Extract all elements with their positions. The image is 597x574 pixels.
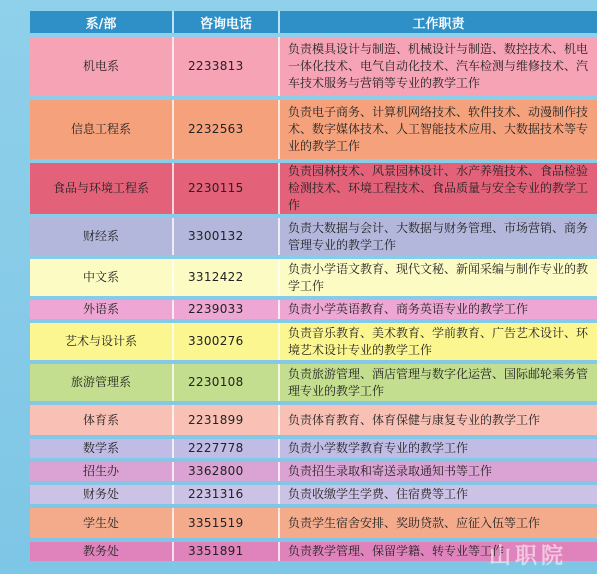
dept-cell: 体育系 xyxy=(30,405,174,435)
table-row xyxy=(30,405,597,435)
table-row xyxy=(30,508,597,538)
table-row xyxy=(30,364,597,401)
phone-cell: 2230108 xyxy=(174,364,280,401)
dept-cell: 招生办 xyxy=(30,462,174,481)
dept-cell: 教务处 xyxy=(30,542,174,561)
table-row xyxy=(30,163,597,214)
duty-cell: 负责小学语文教育、现代文秘、新闻采编与制作专业的教学工作 xyxy=(280,259,597,296)
dept-cell: 财务处 xyxy=(30,485,174,504)
phone-cell: 2231899 xyxy=(174,405,280,435)
duty-cell: 负责音乐教育、美术教育、学前教育、广告艺术设计、环境艺术设计专业的教学工作 xyxy=(280,323,597,360)
dept-cell: 数学系 xyxy=(30,439,174,458)
header-phone: 咨询电话 xyxy=(174,11,280,33)
department-contact-table xyxy=(30,7,597,565)
phone-cell: 3300132 xyxy=(174,218,280,255)
phone-cell: 2239033 xyxy=(174,300,280,319)
table-row xyxy=(30,100,597,159)
table-body xyxy=(30,37,597,561)
phone-cell: 3351891 xyxy=(174,542,280,561)
duty-cell: 负责大数据与会计、大数据与财务管理、市场营销、商务管理专业的教学工作 xyxy=(280,218,597,255)
dept-cell: 财经系 xyxy=(30,218,174,255)
header-dept: 系/部 xyxy=(30,11,174,33)
duty-cell: 负责电子商务、计算机网络技术、软件技术、动漫制作技术、数字媒体技术、人工智能技术应用、大数据技术等专业的教学工作 xyxy=(280,100,597,159)
dept-cell: 机电系 xyxy=(30,37,174,96)
phone-cell: 3312422 xyxy=(174,259,280,296)
duty-cell: 负责小学数学教育专业的教学工作 xyxy=(280,439,597,458)
duty-cell: 负责体育教育、体育保健与康复专业的教学工作 xyxy=(280,405,597,435)
phone-cell: 3300276 xyxy=(174,323,280,360)
phone-cell: 3362800 xyxy=(174,462,280,481)
duty-cell: 负责旅游管理、酒店管理与数字化运营、国际邮轮乘务管理专业的教学工作 xyxy=(280,364,597,401)
duty-cell: 负责招生录取和寄送录取通知书等工作 xyxy=(280,462,597,481)
table-row xyxy=(30,323,597,360)
duty-cell: 负责学生宿舍安排、奖助贷款、应征入伍等工作 xyxy=(280,508,597,538)
phone-cell: 2231316 xyxy=(174,485,280,504)
duty-cell: 负责小学英语教育、商务英语专业的教学工作 xyxy=(280,300,597,319)
phone-cell: 2230115 xyxy=(174,163,280,214)
dept-cell: 中文系 xyxy=(30,259,174,296)
header-duty: 工作职责 xyxy=(280,11,597,33)
dept-cell: 信息工程系 xyxy=(30,100,174,159)
phone-cell: 2227778 xyxy=(174,439,280,458)
phone-cell: 2232563 xyxy=(174,100,280,159)
duty-cell: 负责教学管理、保留学籍、转专业等工作 xyxy=(280,542,597,561)
table-row xyxy=(30,300,597,319)
table-row xyxy=(30,259,597,296)
table-row xyxy=(30,37,597,96)
table-row xyxy=(30,462,597,481)
table-row xyxy=(30,218,597,255)
phone-cell: 3351519 xyxy=(174,508,280,538)
dept-cell: 艺术与设计系 xyxy=(30,323,174,360)
duty-cell: 负责收缴学生学费、住宿费等工作 xyxy=(280,485,597,504)
dept-cell: 外语系 xyxy=(30,300,174,319)
watermark-logo: 山职院 xyxy=(488,543,567,569)
duty-cell: 负责园林技术、风景园林设计、水产养殖技术、食品检验检测技术、环境工程技术、食品质量与安全专业的教学工作 xyxy=(280,163,597,214)
phone-cell: 2233813 xyxy=(174,37,280,96)
table-header-row xyxy=(30,11,597,33)
dept-cell: 食品与环境工程系 xyxy=(30,163,174,214)
dept-cell: 旅游管理系 xyxy=(30,364,174,401)
dept-cell: 学生处 xyxy=(30,508,174,538)
table-row xyxy=(30,439,597,458)
table-row xyxy=(30,485,597,504)
duty-cell: 负责模具设计与制造、机械设计与制造、数控技术、机电一体化技术、电气自动化技术、汽车检测与维修技术、汽车技术服务与营销等专业的教学工作 xyxy=(280,37,597,96)
